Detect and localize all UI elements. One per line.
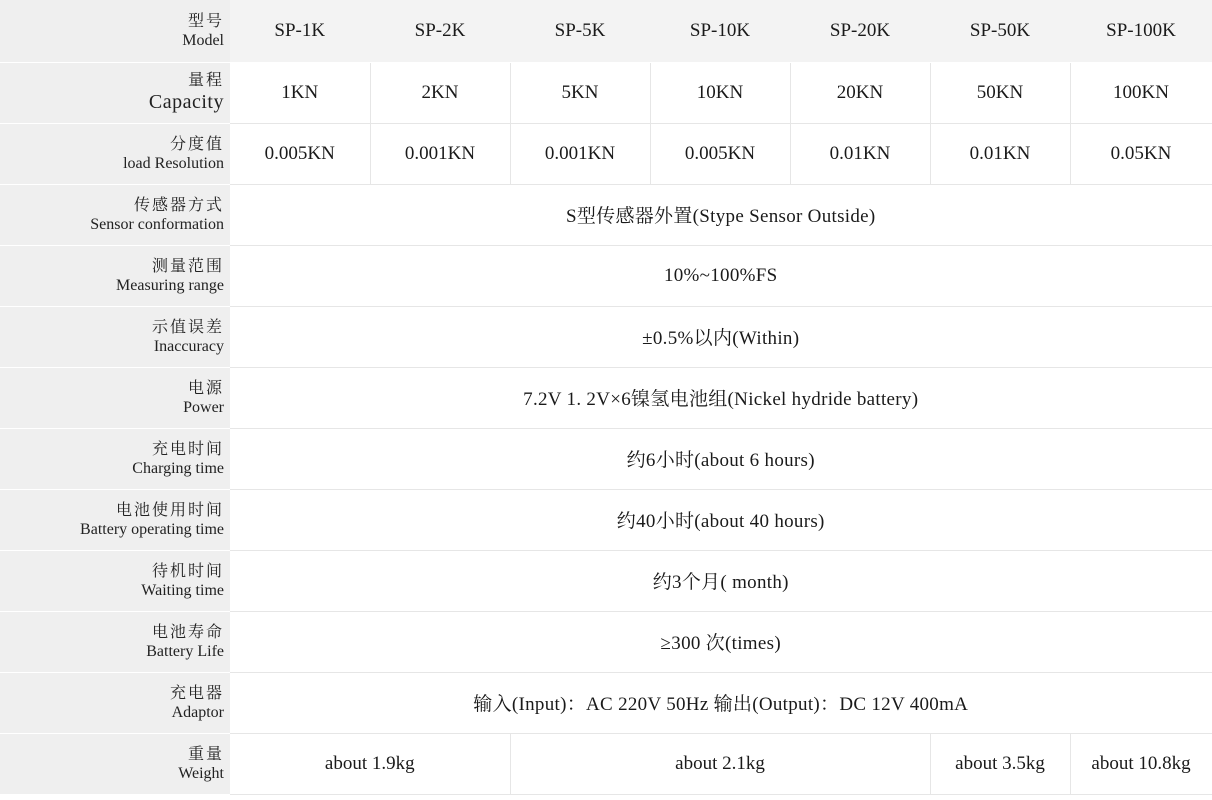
battery-operating-header [0, 489, 230, 550]
adaptor-label-zh: 充电器 [169, 682, 224, 702]
adaptor-header [0, 672, 230, 733]
battery-life-value: ≥300 次(times) [230, 611, 1212, 672]
battery-life-row [0, 611, 1212, 672]
adaptor-label-en: Adaptor [171, 703, 224, 721]
sensor-label-zh: 传感器方式 [133, 194, 224, 214]
resolution-cell: 0.01KN [790, 123, 930, 184]
waiting-row [0, 550, 1212, 611]
range-label-en: Measuring range [116, 276, 224, 294]
battery-operating-label-en: Battery operating time [80, 520, 224, 538]
model-label-zh: 型号 [187, 10, 224, 30]
resolution-cell: 0.05KN [1070, 123, 1212, 184]
model-cell: SP-20K [790, 0, 930, 62]
capacity-cell: 50KN [930, 62, 1070, 123]
capacity-label-zh: 量程 [187, 70, 224, 89]
weight-label-en: Weight [178, 764, 224, 782]
capacity-cell: 2KN [370, 62, 510, 123]
range-value: 10%~100%FS [230, 245, 1212, 306]
resolution-cell: 0.005KN [650, 123, 790, 184]
inaccuracy-label-en: Inaccuracy [153, 337, 224, 355]
sensor-header [0, 184, 230, 245]
capacity-cell: 10KN [650, 62, 790, 123]
capacity-cell: 20KN [790, 62, 930, 123]
weight-label-zh: 重量 [187, 743, 224, 763]
model-cell: SP-1K [230, 0, 370, 62]
resolution-label-zh: 分度值 [169, 133, 224, 153]
model-header [0, 0, 230, 62]
sensor-label-en: Sensor conformation [90, 215, 224, 233]
resolution-cell: 0.001KN [370, 123, 510, 184]
weight-cell: about 1.9kg [230, 733, 510, 794]
adaptor-value: 输入(Input)：AC 220V 50Hz 输出(Output)：DC 12V 400mA [230, 672, 1212, 733]
weight-cell: about 2.1kg [510, 733, 930, 794]
range-label-zh: 测量范围 [151, 255, 224, 275]
charging-row [0, 428, 1212, 489]
inaccuracy-value: ±0.5%以内(Within) [230, 306, 1212, 367]
resolution-cell: 0.01KN [930, 123, 1070, 184]
resolution-cell: 0.001KN [510, 123, 650, 184]
power-row [0, 367, 1212, 428]
model-cell: SP-100K [1070, 0, 1212, 62]
adaptor-row [0, 672, 1212, 733]
weight-cell: about 3.5kg [930, 733, 1070, 794]
charging-header [0, 428, 230, 489]
sensor-row [0, 184, 1212, 245]
charging-value: 约6小时(about 6 hours) [230, 428, 1212, 489]
model-row [0, 0, 1212, 62]
model-cell: SP-2K [370, 0, 510, 62]
resolution-row [0, 123, 1212, 184]
power-value: 7.2V 1. 2V×6镍氢电池组(Nickel hydride battery) [230, 367, 1212, 428]
waiting-label-en: Waiting time [141, 581, 224, 599]
battery-operating-row [0, 489, 1212, 550]
weight-header [0, 733, 230, 794]
battery-life-header [0, 611, 230, 672]
model-label-en: Model [182, 31, 224, 49]
waiting-label-zh: 待机时间 [151, 560, 224, 580]
model-cell: SP-50K [930, 0, 1070, 62]
sensor-value: S型传感器外置(Stype Sensor Outside) [230, 184, 1212, 245]
resolution-label-en: load Resolution [123, 154, 224, 172]
weight-cell: about 10.8kg [1070, 733, 1212, 794]
power-label-zh: 电源 [187, 377, 224, 397]
capacity-header [0, 62, 230, 123]
capacity-label-en: Capacity [148, 91, 224, 113]
inaccuracy-row [0, 306, 1212, 367]
capacity-cell: 1KN [230, 62, 370, 123]
battery-operating-value: 约40小时(about 40 hours) [230, 489, 1212, 550]
power-header [0, 367, 230, 428]
battery-life-label-zh: 电池寿命 [151, 621, 224, 641]
capacity-row [0, 62, 1212, 123]
waiting-value: 约3个月( month) [230, 550, 1212, 611]
charging-label-zh: 充电时间 [151, 438, 224, 458]
model-cell: SP-10K [650, 0, 790, 62]
inaccuracy-label-zh: 示值误差 [151, 316, 224, 336]
resolution-header [0, 123, 230, 184]
model-cell: SP-5K [510, 0, 650, 62]
battery-operating-label-zh: 电池使用时间 [115, 499, 224, 519]
resolution-cell: 0.005KN [230, 123, 370, 184]
waiting-header [0, 550, 230, 611]
range-header [0, 245, 230, 306]
capacity-cell: 5KN [510, 62, 650, 123]
inaccuracy-header [0, 306, 230, 367]
power-label-en: Power [183, 398, 224, 416]
charging-label-en: Charging time [132, 459, 224, 477]
range-row [0, 245, 1212, 306]
weight-row [0, 733, 1212, 794]
battery-life-label-en: Battery Life [146, 642, 224, 660]
capacity-cell: 100KN [1070, 62, 1212, 123]
